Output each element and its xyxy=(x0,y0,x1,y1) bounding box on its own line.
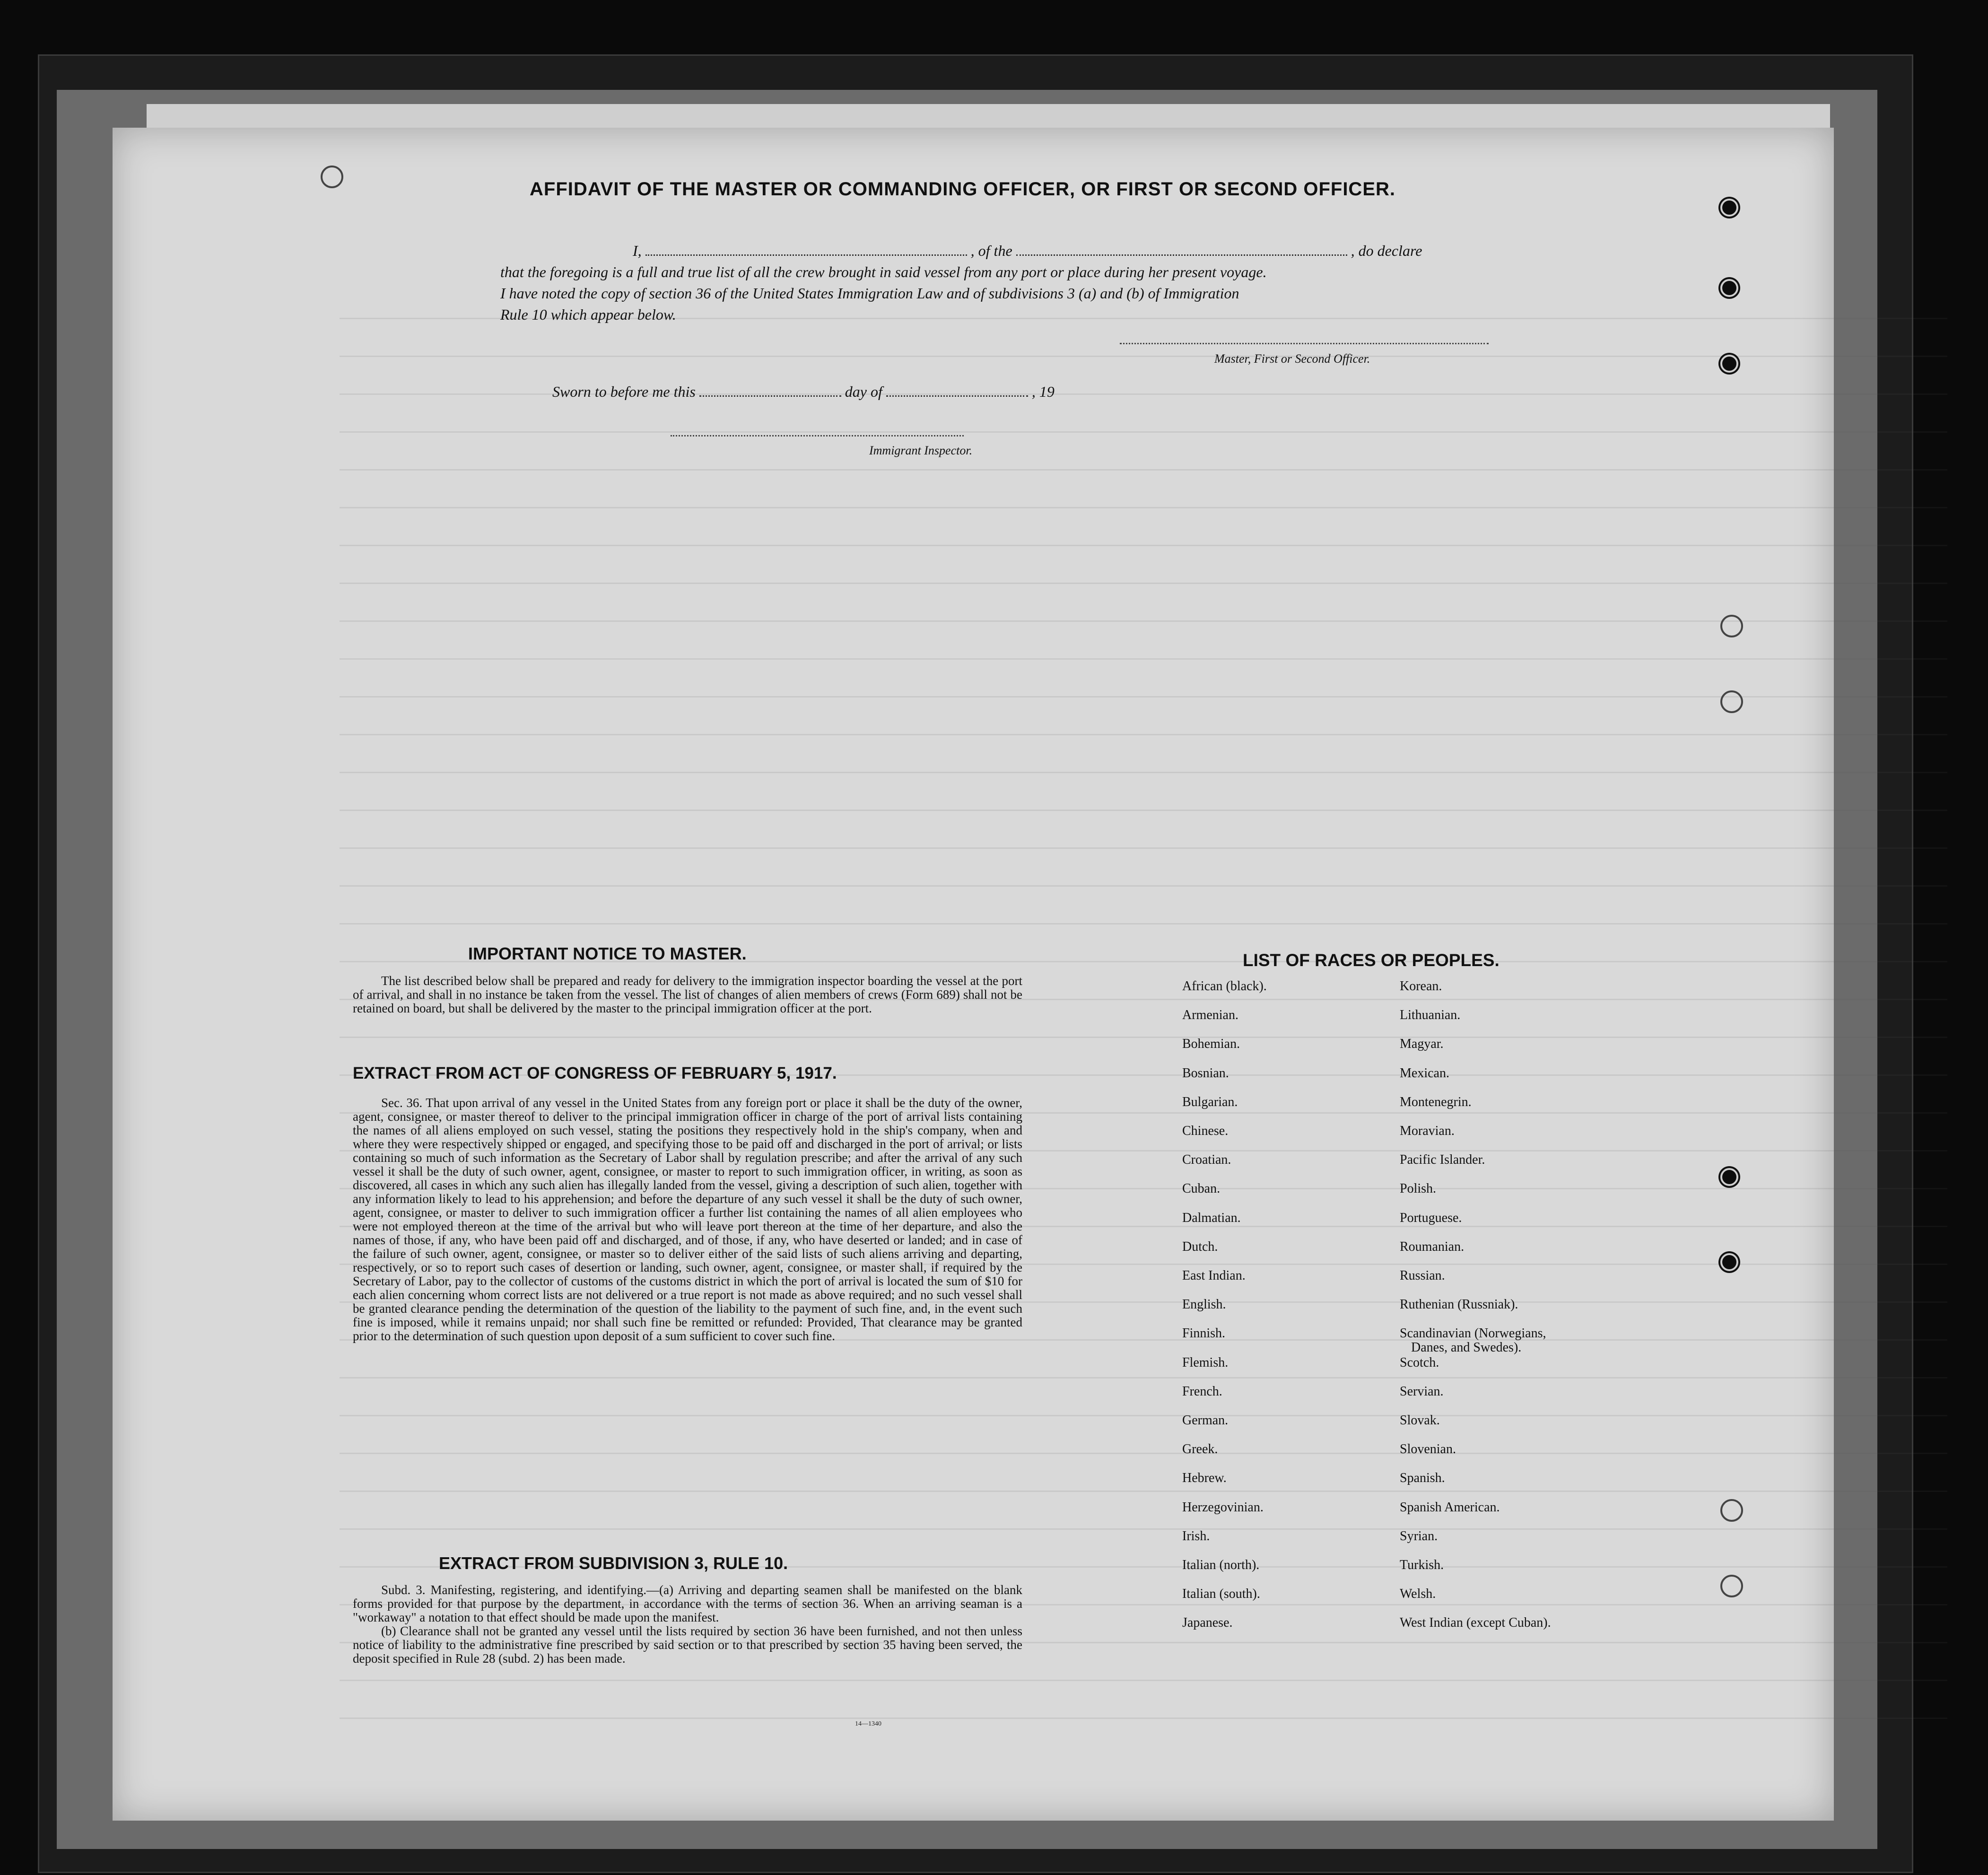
race-item: Spanish American. xyxy=(1400,1500,1500,1515)
race-item: Bulgarian. xyxy=(1182,1094,1238,1109)
race-item: Slovenian. xyxy=(1400,1442,1456,1457)
race-item: Bohemian. xyxy=(1182,1037,1240,1052)
race-item: Welsh. xyxy=(1400,1587,1436,1602)
race-item: Roumanian. xyxy=(1400,1239,1465,1254)
rule-extract-heading: EXTRACT FROM SUBDIVISION 3, RULE 10. xyxy=(439,1553,788,1573)
document-page xyxy=(113,128,1834,1821)
punch-hole xyxy=(1720,355,1738,373)
race-item: Irish. xyxy=(1182,1528,1210,1544)
declaration-line-1 xyxy=(633,242,1422,260)
race-item: Pacific Islander. xyxy=(1400,1152,1485,1168)
race-item: Danes, and Swedes). xyxy=(1411,1340,1522,1355)
declaration-i: I, xyxy=(633,242,642,259)
sworn-line xyxy=(552,383,1055,401)
race-item: Korean. xyxy=(1400,979,1442,994)
notice-heading: IMPORTANT NOTICE TO MASTER. xyxy=(468,944,747,963)
punch-hole xyxy=(1720,1168,1738,1186)
race-item: Hebrew. xyxy=(1182,1471,1227,1486)
name-blank xyxy=(645,254,967,256)
declaration-line-2: that the foregoing is a full and true list of all the crew brought in said vessel from any port or place during her present voyage. xyxy=(500,263,1267,280)
race-item: Croatian. xyxy=(1182,1152,1231,1168)
declaration-declare: , do declare xyxy=(1351,242,1422,259)
sworn-prefix: Sworn to before me this xyxy=(552,383,696,400)
notice-paragraph: The list described below shall be prepared and ready for delivery to the immigration inspector boarding the vessel at the port of arrival, and shall in no instance be taken from the vessel. The list of changes of alien members of crews (Form 689) shall not be retained on board, but shall be delivered by the master to the principal immigration officer at the port. xyxy=(353,974,1022,1015)
race-item: Magyar. xyxy=(1400,1037,1444,1052)
race-item: Scandinavian (Norwegians, xyxy=(1400,1326,1546,1341)
sworn-day-of: day of xyxy=(845,383,882,400)
race-item: Russian. xyxy=(1400,1268,1445,1283)
rule-extract-block xyxy=(353,1583,1022,1666)
declaration-of-the: , of the xyxy=(970,242,1012,259)
race-item: Armenian. xyxy=(1182,1008,1238,1023)
race-item: Scotch. xyxy=(1400,1355,1439,1370)
race-item: Cuban. xyxy=(1182,1181,1221,1196)
act-extract-paragraph: Sec. 36. That upon arrival of any vessel in the United States from any foreign port or place it shall be the duty of the owner, agent, consignee, or master thereof to deliver to the principal immigration officer in charge of the port of arrival lists containing the names of all aliens employed on such vessel, stating the positions they respectively hold in the ship's company, when and where they were respectively shipped or engaged, and specifying those to be paid off and discharged in the port of arrival; or lists containing so much of such information as the Secretary of Labor shall by regulation prescribe; and after the arrival of any such vessel it shall be the duty of such owner, agent, consignee, or master to report to such immigration officer, in writing, as soon as discovered, all cases in which any such alien has illegally landed from the vessel, giving a description of such alien, together with any information likely to lead to his apprehension; and before the departure of any such vessel it shall be the duty of such owner, agent, consignee, or master to deliver to such immigration officer a further list containing the names of all alien employees who were not employed thereon at the time of the arrival but who will leave port thereon at the time of her departure, and also the names of those, if any, who have been paid off and discharged, and of those, if any, who have deserted or landed; and in case of the failure of such owner, agent, consignee, or master so to deliver either of the said lists of such aliens arriving and departing, respectively, or so to report such cases of desertion or landing, such owner, agent, consignee, or master shall, if required by the Secretary of Labor, pay to the collector of customs of the customs district in which the port of arrival is located the sum of $10 for each alien concerning whom correct lists are not delivered or a true report is not made as above required; and no such vessel shall be granted clearance pending the determination of the question of the liability to the payment of such fine, and, in the event such fine is imposed, while it remains unpaid; nor shall such fine be remitted or refunded: Provided, That clearance may be granted prior to the determination of such question upon deposit of a sum sufficient to cover such fine. xyxy=(353,1096,1022,1343)
form-code: 14—1340 xyxy=(855,1720,881,1727)
race-item: German. xyxy=(1182,1413,1229,1428)
sworn-month-blank xyxy=(886,395,1028,397)
inspector-signature-label: Immigrant Inspector. xyxy=(869,444,973,457)
master-signature-label: Master, First or Second Officer. xyxy=(1214,352,1370,366)
rule-paragraph-a: Subd. 3. Manifesting, registering, and identifying.—(a) Arriving and departing seamen shall be manifested on the blank forms provided for that purpose by the department, in accordance with the terms of section 36. When an arriving seaman is a "workaway" a notation to that effect should be made upon the manifest. xyxy=(353,1583,1022,1624)
race-item: Bosnian. xyxy=(1182,1065,1229,1081)
race-item: West Indian (except Cuban). xyxy=(1400,1615,1551,1631)
punch-hole xyxy=(1720,1253,1738,1271)
races-right-column xyxy=(1400,979,1665,1698)
sworn-day-blank xyxy=(699,395,841,397)
vessel-blank xyxy=(1016,254,1347,256)
race-item: Finnish. xyxy=(1182,1326,1226,1341)
punch-hole xyxy=(1720,279,1738,297)
punch-hole-ring xyxy=(1720,615,1743,637)
sworn-year: , 19 xyxy=(1031,383,1055,400)
punch-hole-ring xyxy=(321,166,343,188)
master-signature-line xyxy=(1120,343,1489,344)
races-left-column xyxy=(1182,979,1381,1698)
race-item: Dalmatian. xyxy=(1182,1210,1241,1225)
rule-paragraph-b: (b) Clearance shall not be granted any vessel until the lists required by section 36 have been furnished, and not then unless notice of liability to the administrative fine prescribed by said section or to that prescribed by section 35 having been served, the deposit specified in Rule 28 (subd. 2) has been made. xyxy=(353,1624,1022,1666)
race-item: Servian. xyxy=(1400,1384,1444,1399)
race-item: Flemish. xyxy=(1182,1355,1229,1370)
race-item: East Indian. xyxy=(1182,1268,1246,1283)
race-item: Ruthenian (Russniak). xyxy=(1400,1297,1518,1312)
race-item: Montenegrin. xyxy=(1400,1094,1472,1109)
punch-hole-ring xyxy=(1720,690,1743,713)
race-item: Portuguese. xyxy=(1400,1210,1462,1225)
declaration-line-3: I have noted the copy of section 36 of the United States Immigration Law and of subdivisions 3 (a) and (b) of Immigration xyxy=(500,285,1239,302)
race-item: Polish. xyxy=(1400,1181,1437,1196)
affidavit-title: AFFIDAVIT OF THE MASTER OR COMMANDING OFFICER, OR FIRST OR SECOND OFFICER. xyxy=(530,179,1395,200)
race-item: Greek. xyxy=(1182,1442,1218,1457)
race-item: Italian (north). xyxy=(1182,1558,1260,1572)
race-item: English. xyxy=(1182,1297,1226,1312)
race-item: Syrian. xyxy=(1400,1528,1438,1544)
race-item: Herzegovinian. xyxy=(1182,1500,1264,1515)
race-item: Italian (south). xyxy=(1182,1587,1260,1602)
race-item: Mexican. xyxy=(1400,1065,1449,1081)
declaration-line-4: Rule 10 which appear below. xyxy=(500,306,676,323)
races-heading: LIST OF RACES OR PEOPLES. xyxy=(1243,951,1500,970)
act-extract-heading: EXTRACT FROM ACT OF CONGRESS OF FEBRUARY 5, 1917. xyxy=(353,1064,837,1082)
act-extract-block xyxy=(353,1096,1022,1343)
inspector-signature-line xyxy=(671,435,964,436)
race-item: Dutch. xyxy=(1182,1239,1218,1254)
notice-text-block xyxy=(353,974,1022,1015)
race-item: Turkish. xyxy=(1400,1558,1444,1572)
race-item: Japanese. xyxy=(1182,1615,1233,1631)
punch-hole-ring xyxy=(1720,1499,1743,1522)
race-item: Slovak. xyxy=(1400,1413,1440,1428)
race-item: African (black). xyxy=(1182,979,1267,994)
punch-hole-ring xyxy=(1720,1575,1743,1597)
race-item: French. xyxy=(1182,1384,1222,1399)
bleed-through-texture xyxy=(340,298,1947,1754)
race-item: Chinese. xyxy=(1182,1124,1229,1138)
race-item: Moravian. xyxy=(1400,1124,1455,1138)
race-item: Spanish. xyxy=(1400,1471,1445,1486)
punch-hole xyxy=(1720,199,1738,217)
race-item: Lithuanian. xyxy=(1400,1008,1461,1023)
